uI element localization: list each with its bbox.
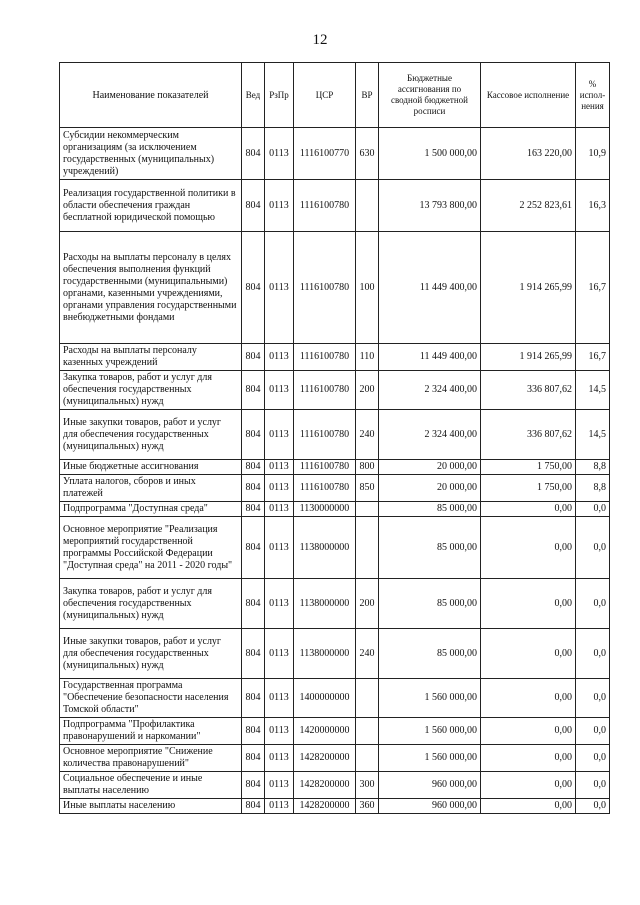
header-vr: ВР	[356, 63, 379, 128]
cell-vr	[356, 679, 379, 718]
cell-budget: 2 324 400,00	[379, 371, 481, 410]
cell-cash: 0,00	[481, 579, 576, 629]
cell-csr: 1116100780	[294, 232, 356, 344]
cell-ved: 804	[242, 410, 265, 460]
table-body	[60, 128, 610, 814]
cell-ved: 804	[242, 502, 265, 517]
cell-vr: 630	[356, 128, 379, 180]
cell-name: Подпрограмма "Профилактика правонарушений и наркомании"	[60, 718, 242, 745]
cell-csr: 1116100780	[294, 180, 356, 232]
cell-rzpr: 0113	[265, 772, 294, 799]
cell-rzpr: 0113	[265, 799, 294, 814]
cell-csr: 1116100770	[294, 128, 356, 180]
cell-cash: 0,00	[481, 679, 576, 718]
cell-name: Реализация государственной политики в области обеспечения граждан бесплатной юридической помощью	[60, 180, 242, 232]
header-rzpr: РзПр	[265, 63, 294, 128]
cell-vr	[356, 502, 379, 517]
cell-cash: 2 252 823,61	[481, 180, 576, 232]
cell-vr	[356, 180, 379, 232]
cell-cash: 163 220,00	[481, 128, 576, 180]
header-csr: ЦСР	[294, 63, 356, 128]
cell-budget: 85 000,00	[379, 517, 481, 579]
cell-name: Уплата налогов, сборов и иных платежей	[60, 475, 242, 502]
cell-percent: 0,0	[576, 579, 610, 629]
cell-percent: 0,0	[576, 517, 610, 579]
cell-name: Расходы на выплаты персоналу казенных учреждений	[60, 344, 242, 371]
header-ved: Вед	[242, 63, 265, 128]
cell-csr: 1116100780	[294, 371, 356, 410]
cell-ved: 804	[242, 799, 265, 814]
cell-ved: 804	[242, 679, 265, 718]
cell-budget: 20 000,00	[379, 460, 481, 475]
cell-cash: 0,00	[481, 629, 576, 679]
cell-csr: 1428200000	[294, 799, 356, 814]
cell-rzpr: 0113	[265, 745, 294, 772]
cell-percent: 0,0	[576, 745, 610, 772]
cell-name: Иные закупки товаров, работ и услуг для обеспечения государственных (муниципальных) нужд	[60, 410, 242, 460]
cell-budget: 1 500 000,00	[379, 128, 481, 180]
cell-cash: 0,00	[481, 772, 576, 799]
cell-csr: 1138000000	[294, 517, 356, 579]
cell-rzpr: 0113	[265, 629, 294, 679]
cell-percent: 0,0	[576, 718, 610, 745]
cell-ved: 804	[242, 745, 265, 772]
header-percent: % испол-нения	[576, 63, 610, 128]
cell-budget: 85 000,00	[379, 502, 481, 517]
cell-percent: 16,3	[576, 180, 610, 232]
table-row	[60, 232, 610, 344]
cell-rzpr: 0113	[265, 475, 294, 502]
cell-cash: 0,00	[481, 718, 576, 745]
table-row	[60, 502, 610, 517]
cell-ved: 804	[242, 517, 265, 579]
cell-rzpr: 0113	[265, 517, 294, 579]
cell-budget: 1 560 000,00	[379, 745, 481, 772]
cell-budget: 85 000,00	[379, 579, 481, 629]
cell-ved: 804	[242, 128, 265, 180]
cell-percent: 8,8	[576, 475, 610, 502]
page-number: 12	[312, 32, 328, 48]
cell-vr: 800	[356, 460, 379, 475]
cell-budget: 1 560 000,00	[379, 718, 481, 745]
cell-rzpr: 0113	[265, 371, 294, 410]
table-row	[60, 128, 610, 180]
table-row	[60, 679, 610, 718]
cell-csr: 1130000000	[294, 502, 356, 517]
cell-name: Государственная программа "Обеспечение безопасности населения Томской области"	[60, 679, 242, 718]
table-row	[60, 629, 610, 679]
table-row	[60, 460, 610, 475]
cell-ved: 804	[242, 579, 265, 629]
cell-rzpr: 0113	[265, 410, 294, 460]
table-row	[60, 799, 610, 814]
cell-cash: 0,00	[481, 745, 576, 772]
cell-csr: 1428200000	[294, 772, 356, 799]
cell-csr: 1138000000	[294, 629, 356, 679]
cell-percent: 16,7	[576, 232, 610, 344]
cell-budget: 960 000,00	[379, 799, 481, 814]
cell-csr: 1138000000	[294, 579, 356, 629]
cell-vr: 200	[356, 371, 379, 410]
cell-cash: 0,00	[481, 517, 576, 579]
cell-vr: 300	[356, 772, 379, 799]
cell-name: Субсидии некоммерческим организациям (за исключением государственных (муниципальных) учреждений)	[60, 128, 242, 180]
cell-vr	[356, 718, 379, 745]
cell-ved: 804	[242, 629, 265, 679]
cell-cash: 1 750,00	[481, 460, 576, 475]
cell-name: Социальное обеспечение и иные выплаты населению	[60, 772, 242, 799]
table-row	[60, 371, 610, 410]
cell-csr: 1116100780	[294, 460, 356, 475]
cell-vr: 100	[356, 232, 379, 344]
cell-percent: 10,9	[576, 128, 610, 180]
cell-ved: 804	[242, 772, 265, 799]
cell-name: Закупка товаров, работ и услуг для обеспечения государственных (муниципальных) нужд	[60, 579, 242, 629]
header-cash: Кассовое исполнение	[481, 63, 576, 128]
cell-vr: 110	[356, 344, 379, 371]
cell-budget: 960 000,00	[379, 772, 481, 799]
cell-percent: 0,0	[576, 772, 610, 799]
cell-cash: 1 914 265,99	[481, 344, 576, 371]
cell-rzpr: 0113	[265, 679, 294, 718]
table-row	[60, 410, 610, 460]
cell-percent: 0,0	[576, 799, 610, 814]
cell-vr	[356, 745, 379, 772]
cell-name: Основное мероприятие "Реализация мероприятий государственной программы Российской Федерации "Доступная среда" на 2011 - 2020 годы"	[60, 517, 242, 579]
cell-name: Основное мероприятие "Снижение количества правонарушений"	[60, 745, 242, 772]
cell-budget: 20 000,00	[379, 475, 481, 502]
cell-cash: 336 807,62	[481, 410, 576, 460]
cell-cash: 336 807,62	[481, 371, 576, 410]
cell-vr: 200	[356, 579, 379, 629]
table-row	[60, 475, 610, 502]
cell-budget: 11 449 400,00	[379, 232, 481, 344]
cell-name: Закупка товаров, работ и услуг для обеспечения государственных (муниципальных) нужд	[60, 371, 242, 410]
cell-percent: 8,8	[576, 460, 610, 475]
cell-csr: 1420000000	[294, 718, 356, 745]
cell-percent: 0,0	[576, 629, 610, 679]
cell-cash: 0,00	[481, 799, 576, 814]
cell-name: Иные выплаты населению	[60, 799, 242, 814]
cell-name: Подпрограмма "Доступная среда"	[60, 502, 242, 517]
cell-ved: 804	[242, 460, 265, 475]
cell-rzpr: 0113	[265, 128, 294, 180]
table-row	[60, 718, 610, 745]
table-row	[60, 745, 610, 772]
cell-percent: 14,5	[576, 410, 610, 460]
cell-budget: 11 449 400,00	[379, 344, 481, 371]
cell-vr: 360	[356, 799, 379, 814]
cell-rzpr: 0113	[265, 460, 294, 475]
table-row	[60, 180, 610, 232]
cell-rzpr: 0113	[265, 344, 294, 371]
header-budget: Бюджетные ассигнования по сводной бюджетной росписи	[379, 63, 481, 128]
cell-rzpr: 0113	[265, 718, 294, 745]
cell-budget: 85 000,00	[379, 629, 481, 679]
cell-percent: 0,0	[576, 679, 610, 718]
table-header-row	[60, 63, 610, 128]
budget-table	[59, 62, 610, 814]
cell-csr: 1428200000	[294, 745, 356, 772]
cell-percent: 16,7	[576, 344, 610, 371]
cell-budget: 13 793 800,00	[379, 180, 481, 232]
cell-ved: 804	[242, 371, 265, 410]
cell-ved: 804	[242, 475, 265, 502]
cell-vr: 240	[356, 410, 379, 460]
table-row	[60, 579, 610, 629]
header-name: Наименование показателей	[60, 63, 242, 128]
table-row	[60, 772, 610, 799]
cell-ved: 804	[242, 718, 265, 745]
cell-percent: 14,5	[576, 371, 610, 410]
cell-vr: 850	[356, 475, 379, 502]
cell-csr: 1116100780	[294, 475, 356, 502]
table-row	[60, 517, 610, 579]
cell-csr: 1116100780	[294, 410, 356, 460]
cell-csr: 1116100780	[294, 344, 356, 371]
cell-cash: 1 750,00	[481, 475, 576, 502]
cell-rzpr: 0113	[265, 579, 294, 629]
cell-ved: 804	[242, 232, 265, 344]
table-row	[60, 344, 610, 371]
cell-vr	[356, 517, 379, 579]
cell-rzpr: 0113	[265, 502, 294, 517]
cell-vr: 240	[356, 629, 379, 679]
cell-csr: 1400000000	[294, 679, 356, 718]
cell-budget: 1 560 000,00	[379, 679, 481, 718]
cell-budget: 2 324 400,00	[379, 410, 481, 460]
cell-cash: 1 914 265,99	[481, 232, 576, 344]
cell-name: Иные бюджетные ассигнования	[60, 460, 242, 475]
cell-ved: 804	[242, 344, 265, 371]
cell-name: Иные закупки товаров, работ и услуг для обеспечения государственных (муниципальных) нужд	[60, 629, 242, 679]
cell-rzpr: 0113	[265, 180, 294, 232]
cell-name: Расходы на выплаты персоналу в целях обеспечения выполнения функций государственными (муниципальными) органами, казенными учреждениями, органами управления государственными внебюджетными фондами	[60, 232, 242, 344]
cell-rzpr: 0113	[265, 232, 294, 344]
cell-cash: 0,00	[481, 502, 576, 517]
cell-percent: 0,0	[576, 502, 610, 517]
cell-ved: 804	[242, 180, 265, 232]
